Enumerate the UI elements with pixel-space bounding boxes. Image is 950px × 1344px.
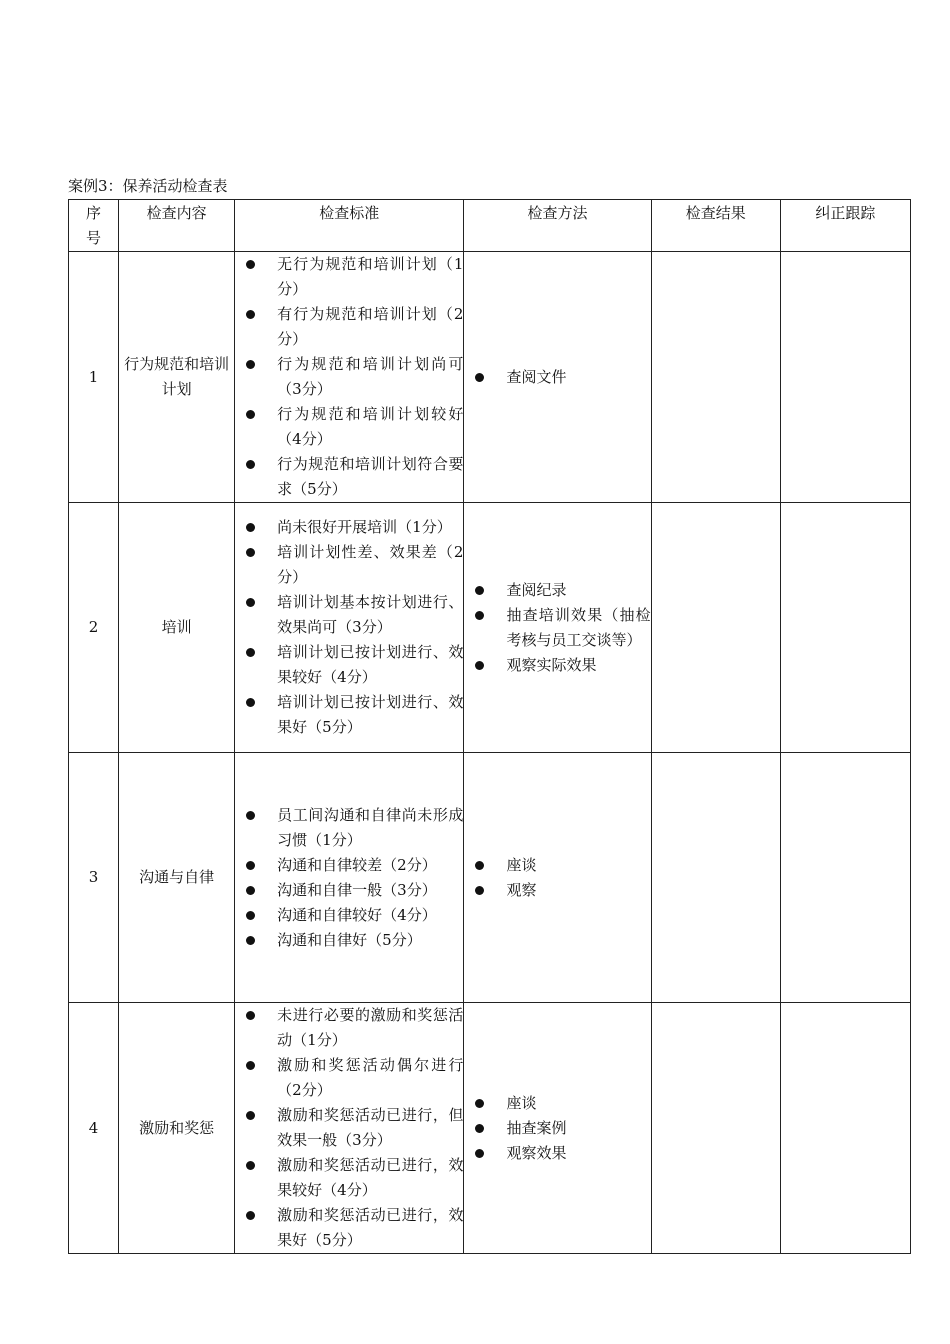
standards-list bbox=[235, 803, 463, 953]
standards-list bbox=[235, 1003, 463, 1253]
table-row bbox=[69, 1003, 911, 1254]
methods-list bbox=[464, 578, 650, 678]
method-item: 座谈 bbox=[464, 853, 650, 878]
inspection-table bbox=[68, 199, 911, 1254]
check-content: 激励和奖惩 bbox=[119, 1003, 235, 1254]
standard-item: 未进行必要的激励和奖惩活动（1分） bbox=[235, 1003, 463, 1053]
table-row bbox=[69, 252, 911, 503]
method-item: 抽查培训效果（抽检考核与员工交谈等） bbox=[464, 603, 650, 653]
standard-item: 沟通和自律较差（2分） bbox=[235, 853, 463, 878]
standard-item: 行为规范和培训计划符合要求（5分） bbox=[235, 452, 463, 502]
check-content: 培训 bbox=[119, 503, 235, 753]
header-corrective-tracking: 纠正跟踪 bbox=[780, 200, 910, 252]
check-standards bbox=[235, 252, 464, 503]
standards-list bbox=[235, 515, 463, 740]
header-serial-number: 序 号 bbox=[69, 200, 119, 252]
table-header-row bbox=[69, 200, 911, 252]
table-row bbox=[69, 503, 911, 753]
row-number: 2 bbox=[69, 503, 119, 753]
check-result-cell bbox=[651, 753, 780, 1003]
corrective-tracking-cell bbox=[780, 753, 910, 1003]
methods-list bbox=[464, 365, 650, 390]
standard-item: 无行为规范和培训计划（1分） bbox=[235, 252, 463, 302]
corrective-tracking-cell bbox=[780, 1003, 910, 1254]
check-standards bbox=[235, 1003, 464, 1254]
standard-item: 行为规范和培训计划较好（4分） bbox=[235, 402, 463, 452]
standard-item: 沟通和自律一般（3分） bbox=[235, 878, 463, 903]
method-item: 抽查案例 bbox=[464, 1116, 650, 1141]
corrective-tracking-cell bbox=[780, 503, 910, 753]
document-title: 案例3：保养活动检查表 bbox=[68, 177, 228, 195]
standard-item: 激励和奖惩活动已进行，效果较好（4分） bbox=[235, 1153, 463, 1203]
check-methods bbox=[464, 252, 651, 503]
header-check-standard: 检查标准 bbox=[235, 200, 464, 252]
header-check-result: 检查结果 bbox=[651, 200, 780, 252]
standard-item: 尚未很好开展培训（1分） bbox=[235, 515, 463, 540]
standard-item: 激励和奖惩活动已进行，效果好（5分） bbox=[235, 1203, 463, 1253]
method-item: 观察实际效果 bbox=[464, 653, 650, 678]
standard-item: 培训计划已按计划进行、效果较好（4分） bbox=[235, 640, 463, 690]
standard-item: 激励和奖惩活动已进行，但效果一般（3分） bbox=[235, 1103, 463, 1153]
method-item: 查阅文件 bbox=[464, 365, 650, 390]
check-content: 沟通与自律 bbox=[119, 753, 235, 1003]
standards-list bbox=[235, 252, 463, 502]
header-check-method: 检查方法 bbox=[464, 200, 651, 252]
standard-item: 沟通和自律好（5分） bbox=[235, 928, 463, 953]
method-item: 座谈 bbox=[464, 1091, 650, 1116]
method-item: 查阅纪录 bbox=[464, 578, 650, 603]
standard-item: 行为规范和培训计划尚可（3分） bbox=[235, 352, 463, 402]
check-result-cell bbox=[651, 503, 780, 753]
method-item: 观察效果 bbox=[464, 1141, 650, 1166]
row-number: 4 bbox=[69, 1003, 119, 1254]
table-body bbox=[69, 252, 911, 1254]
standard-item: 激励和奖惩活动偶尔进行（2分） bbox=[235, 1053, 463, 1103]
check-methods bbox=[464, 753, 651, 1003]
check-standards bbox=[235, 753, 464, 1003]
methods-list bbox=[464, 1091, 650, 1166]
check-result-cell bbox=[651, 1003, 780, 1254]
check-content: 行为规范和培训计划 bbox=[119, 252, 235, 503]
standard-item: 员工间沟通和自律尚未形成习惯（1分） bbox=[235, 803, 463, 853]
standard-item: 培训计划已按计划进行、效果好（5分） bbox=[235, 690, 463, 740]
check-result-cell bbox=[651, 252, 780, 503]
standard-item: 培训计划基本按计划进行、效果尚可（3分） bbox=[235, 590, 463, 640]
check-methods bbox=[464, 503, 651, 753]
row-number: 1 bbox=[69, 252, 119, 503]
corrective-tracking-cell bbox=[780, 252, 910, 503]
row-number: 3 bbox=[69, 753, 119, 1003]
standard-item: 培训计划性差、效果差（2分） bbox=[235, 540, 463, 590]
standard-item: 有行为规范和培训计划（2分） bbox=[235, 302, 463, 352]
table-row bbox=[69, 753, 911, 1003]
method-item: 观察 bbox=[464, 878, 650, 903]
standard-item: 沟通和自律较好（4分） bbox=[235, 903, 463, 928]
header-check-content: 检查内容 bbox=[119, 200, 235, 252]
check-standards bbox=[235, 503, 464, 753]
methods-list bbox=[464, 853, 650, 903]
check-methods bbox=[464, 1003, 651, 1254]
